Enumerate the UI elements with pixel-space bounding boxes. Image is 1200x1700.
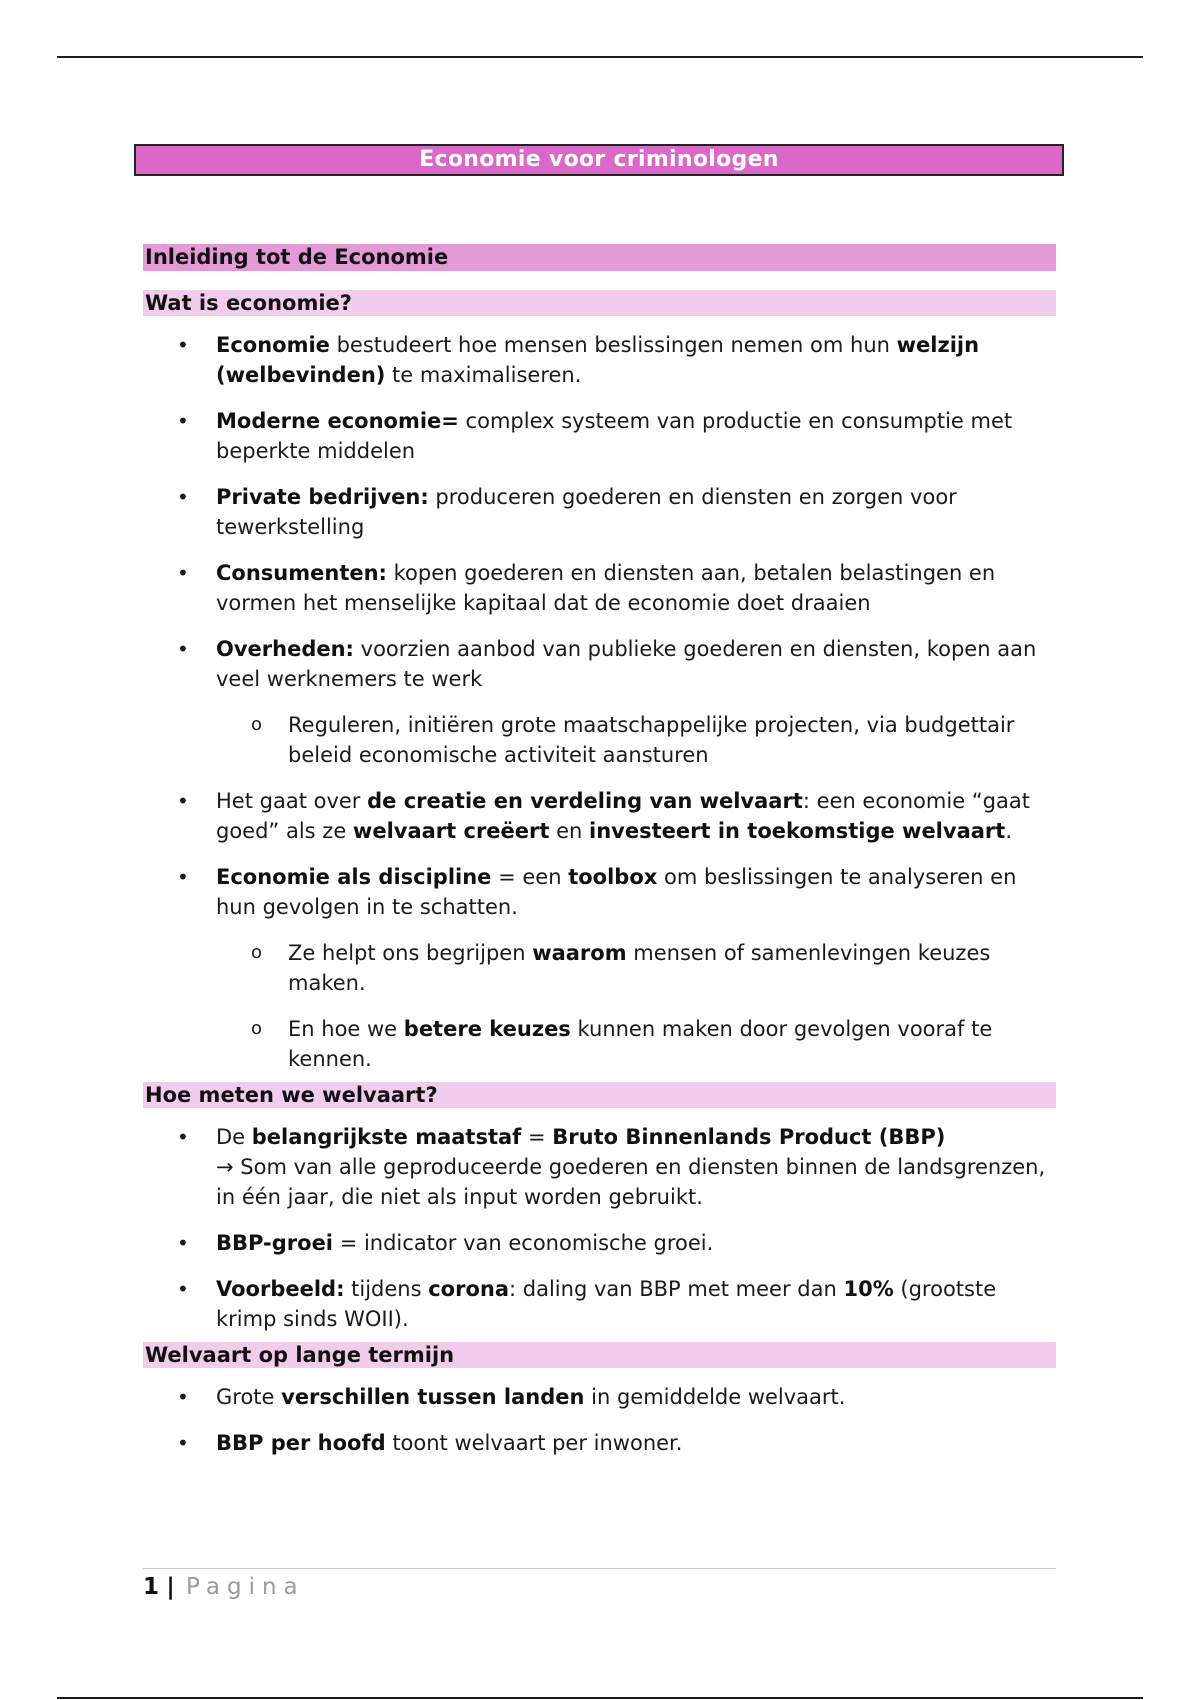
list-item: • Grote verschillen tussen landen in gemiddelde welvaart.: [143, 1382, 1056, 1412]
page-number: 1: [143, 1574, 160, 1600]
bullet-list-wat-is-economie: [143, 330, 1056, 1074]
sub-list-item: o Ze helpt ons begrijpen waarom mensen of samenlevingen keuzes maken.: [143, 938, 1056, 998]
list-item: • Het gaat over de creatie en verdeling van welvaart: een economie “gaat goed” als ze welvaart creëert en investeert in toekomstige welvaart.: [143, 786, 1056, 846]
subheading-welvaart-lange-termijn: Welvaart op lange termijn: [143, 1342, 1056, 1368]
footer-rule: [143, 1568, 1056, 1569]
top-rule: [57, 56, 1143, 58]
sub-list-item: o En hoe we betere keuzes kunnen maken door gevolgen vooraf te kennen.: [143, 1014, 1056, 1074]
bullet-list-lange-termijn: [143, 1382, 1056, 1458]
list-item: • Overheden: voorzien aanbod van publieke goederen en diensten, kopen aan veel werknemers te werk: [143, 634, 1056, 694]
sub-list-item: o Reguleren, initiëren grote maatschappelijke projecten, via budgettair beleid economische activiteit aansturen: [143, 710, 1056, 770]
subheading-wat-is-economie: Wat is economie?: [143, 290, 1056, 316]
page-footer: [143, 1572, 305, 1602]
list-item: • BBP per hoofd toont welvaart per inwoner.: [143, 1428, 1056, 1458]
list-item: • Consumenten: kopen goederen en diensten aan, betalen belastingen en vormen het menselijke kapitaal dat de economie doet draaien: [143, 558, 1056, 618]
footer-separator: |: [166, 1574, 175, 1600]
list-item: • Economie bestudeert hoe mensen beslissingen nemen om hun welzijn (welbevinden) te maximaliseren.: [143, 330, 1056, 390]
bottom-rule: [57, 1697, 1143, 1699]
bullet-list-welvaart-meten: [143, 1122, 1056, 1334]
list-item: • Private bedrijven: produceren goederen en diensten en zorgen voor tewerkstelling: [143, 482, 1056, 542]
subheading-hoe-meten-we-welvaart: Hoe meten we welvaart?: [143, 1082, 1056, 1108]
document-body: [143, 244, 1056, 1474]
page-label: Pagina: [186, 1574, 305, 1600]
heading-inleiding: Inleiding tot de Economie: [143, 244, 1056, 271]
document-title: Economie voor criminologen: [134, 144, 1064, 176]
list-item: • BBP-groei = indicator van economische groei.: [143, 1228, 1056, 1258]
list-item: • Economie als discipline = een toolbox om beslissingen te analyseren en hun gevolgen in te schatten.: [143, 862, 1056, 922]
list-item: • Moderne economie= complex systeem van productie en consumptie met beperkte middelen: [143, 406, 1056, 466]
list-item: • Voorbeeld: tijdens corona: daling van BBP met meer dan 10% (grootste krimp sinds WOII).: [143, 1274, 1056, 1334]
list-item: • De belangrijkste maatstaf = Bruto Binnenlands Product (BBP) → Som van alle geproduceerde goederen en diensten binnen de landsgrenzen, in één jaar, die niet als input worden gebruikt.: [143, 1122, 1056, 1212]
